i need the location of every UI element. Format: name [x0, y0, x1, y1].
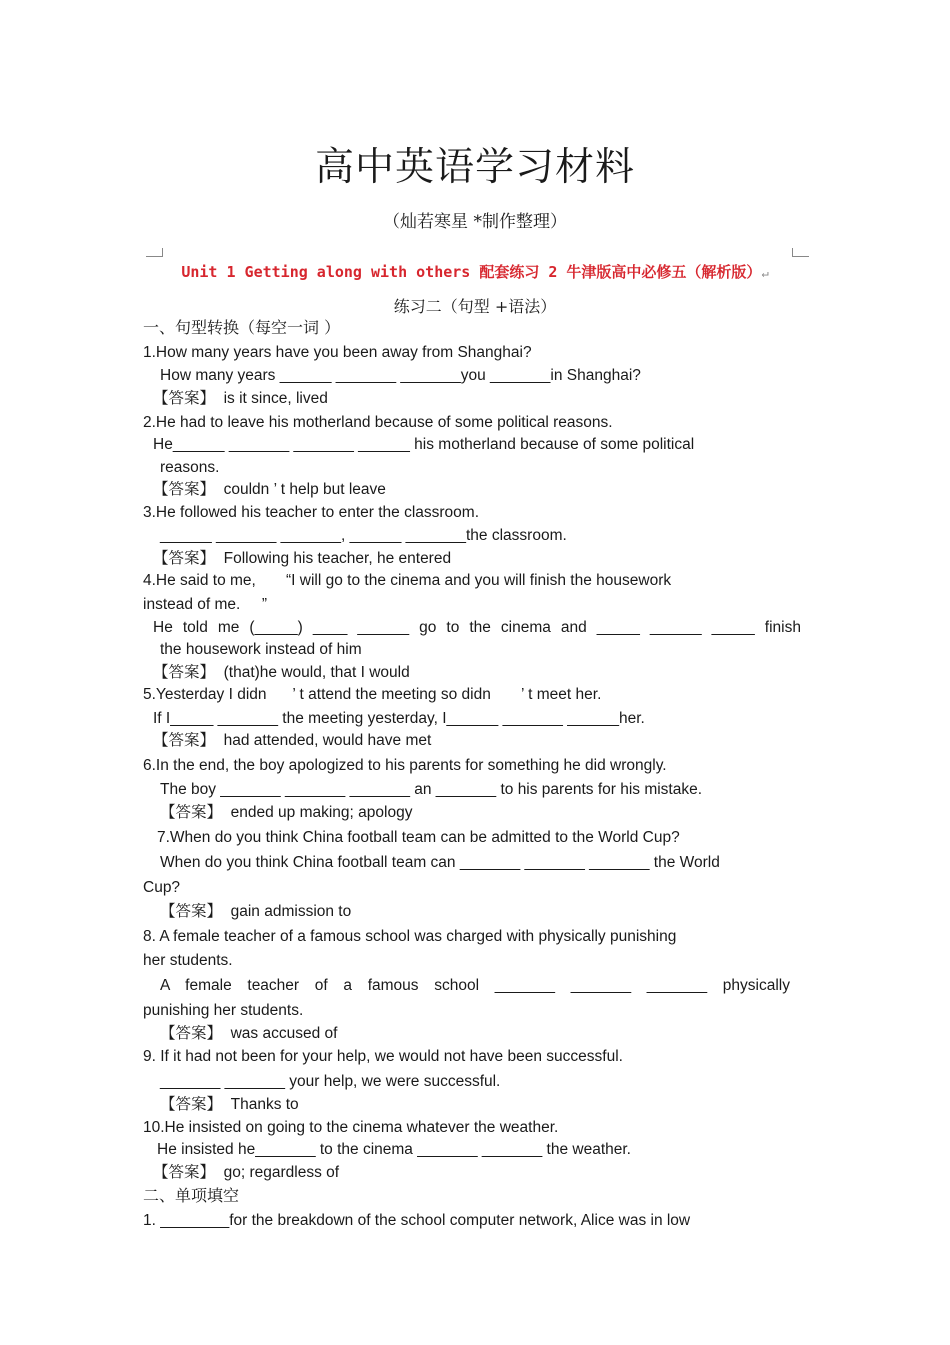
- rewrite-line: A female teacher of a famous school _______ _______ _______ physically: [160, 977, 790, 994]
- answer-line: 【答案】 Following his teacher, he entered: [153, 550, 452, 567]
- answer-line: 【答案】 had attended, would have met: [153, 732, 432, 749]
- question-text: 6.In the end, the boy apologized to his parents for something he did wrongly.: [143, 757, 667, 774]
- answer-line: 【答案】 is it since, lived: [153, 390, 328, 407]
- answer-line: 【答案】 go; regardless of: [153, 1164, 340, 1181]
- rewrite-line-continued: reasons.: [160, 459, 220, 476]
- question-text-continued: her students.: [143, 952, 233, 969]
- crop-mark-left: [146, 248, 163, 257]
- answer-line: 【答案】 Thanks to: [160, 1096, 299, 1113]
- rewrite-line: When do you think China football team can _______ _______ _______ the World: [160, 854, 720, 871]
- practice-title: 练习二（句型 +语法）: [393, 297, 557, 316]
- rewrite-line: He told me (_____) ____ ______ go to the cinema and _____ ______ _____ finish: [153, 619, 801, 636]
- question-text: 10.He insisted on going to the cinema whatever the weather.: [143, 1119, 559, 1136]
- rewrite-line: He______ _______ _______ ______ his motherland because of some political: [153, 436, 695, 453]
- rewrite-line: He insisted he_______ to the cinema _______ _______ the weather.: [157, 1141, 631, 1158]
- page-subtitle: （灿若寒星 *制作整理）: [383, 212, 567, 232]
- section-heading: 一、句型转换（每空一词 ）: [143, 318, 341, 337]
- rewrite-line: If I_____ _______ the meeting yesterday, I______ _______ ______her.: [153, 710, 645, 727]
- question-text: 1. ________for the breakdown of the school computer network, Alice was in low: [143, 1212, 691, 1229]
- answer-line: 【答案】 ended up making; apology: [160, 804, 413, 821]
- question-text: 9. If it had not been for your help, we would not have been successful.: [143, 1048, 623, 1065]
- rewrite-line: _______ _______ your help, we were successful.: [160, 1073, 501, 1090]
- return-mark-icon: ↵: [761, 266, 769, 280]
- question-text: 1.How many years have you been away from Shanghai?: [143, 344, 532, 361]
- rewrite-line: ______ _______ _______, ______ _______the classroom.: [160, 527, 567, 544]
- question-text: 7.When do you think China football team can be admitted to the World Cup?: [157, 829, 680, 846]
- rewrite-line-continued: Cup?: [143, 879, 181, 896]
- document-heading-text: Unit 1 Getting along with others 配套练习 2 牛津版高中必修五（解析版）: [181, 263, 762, 281]
- rewrite-line: How many years ______ _______ _______you _______in Shanghai?: [160, 367, 641, 384]
- question-text-continued: instead of me. ”: [143, 596, 268, 613]
- question-text: 3.He followed his teacher to enter the classroom.: [143, 504, 480, 521]
- page-title: 高中英语学习材料: [314, 145, 635, 190]
- document-heading: [0, 261, 950, 282]
- answer-line: 【答案】 couldn ’ t help but leave: [153, 481, 386, 498]
- section-heading: 二、单项填空: [143, 1186, 240, 1205]
- question-text: 4.He said to me, “I will go to the cinema and you will finish the housework: [143, 572, 672, 589]
- rewrite-line: The boy _______ _______ _______ an _______ to his parents for his mistake.: [160, 781, 703, 798]
- crop-mark-right: [792, 248, 809, 257]
- answer-line: 【答案】 was accused of: [160, 1025, 338, 1042]
- question-text: 5.Yesterday I didn ’ t attend the meeting so didn ’ t meet her.: [143, 686, 602, 703]
- question-text: 8. A female teacher of a famous school was charged with physically punishing: [143, 928, 677, 945]
- question-text: 2.He had to leave his motherland because of some political reasons.: [143, 414, 613, 431]
- rewrite-line-continued: punishing her students.: [143, 1002, 304, 1019]
- answer-line: 【答案】 gain admission to: [160, 903, 352, 920]
- answer-line: 【答案】 (that)he would, that I would: [153, 664, 410, 681]
- rewrite-line-continued: the housework instead of him: [160, 641, 362, 658]
